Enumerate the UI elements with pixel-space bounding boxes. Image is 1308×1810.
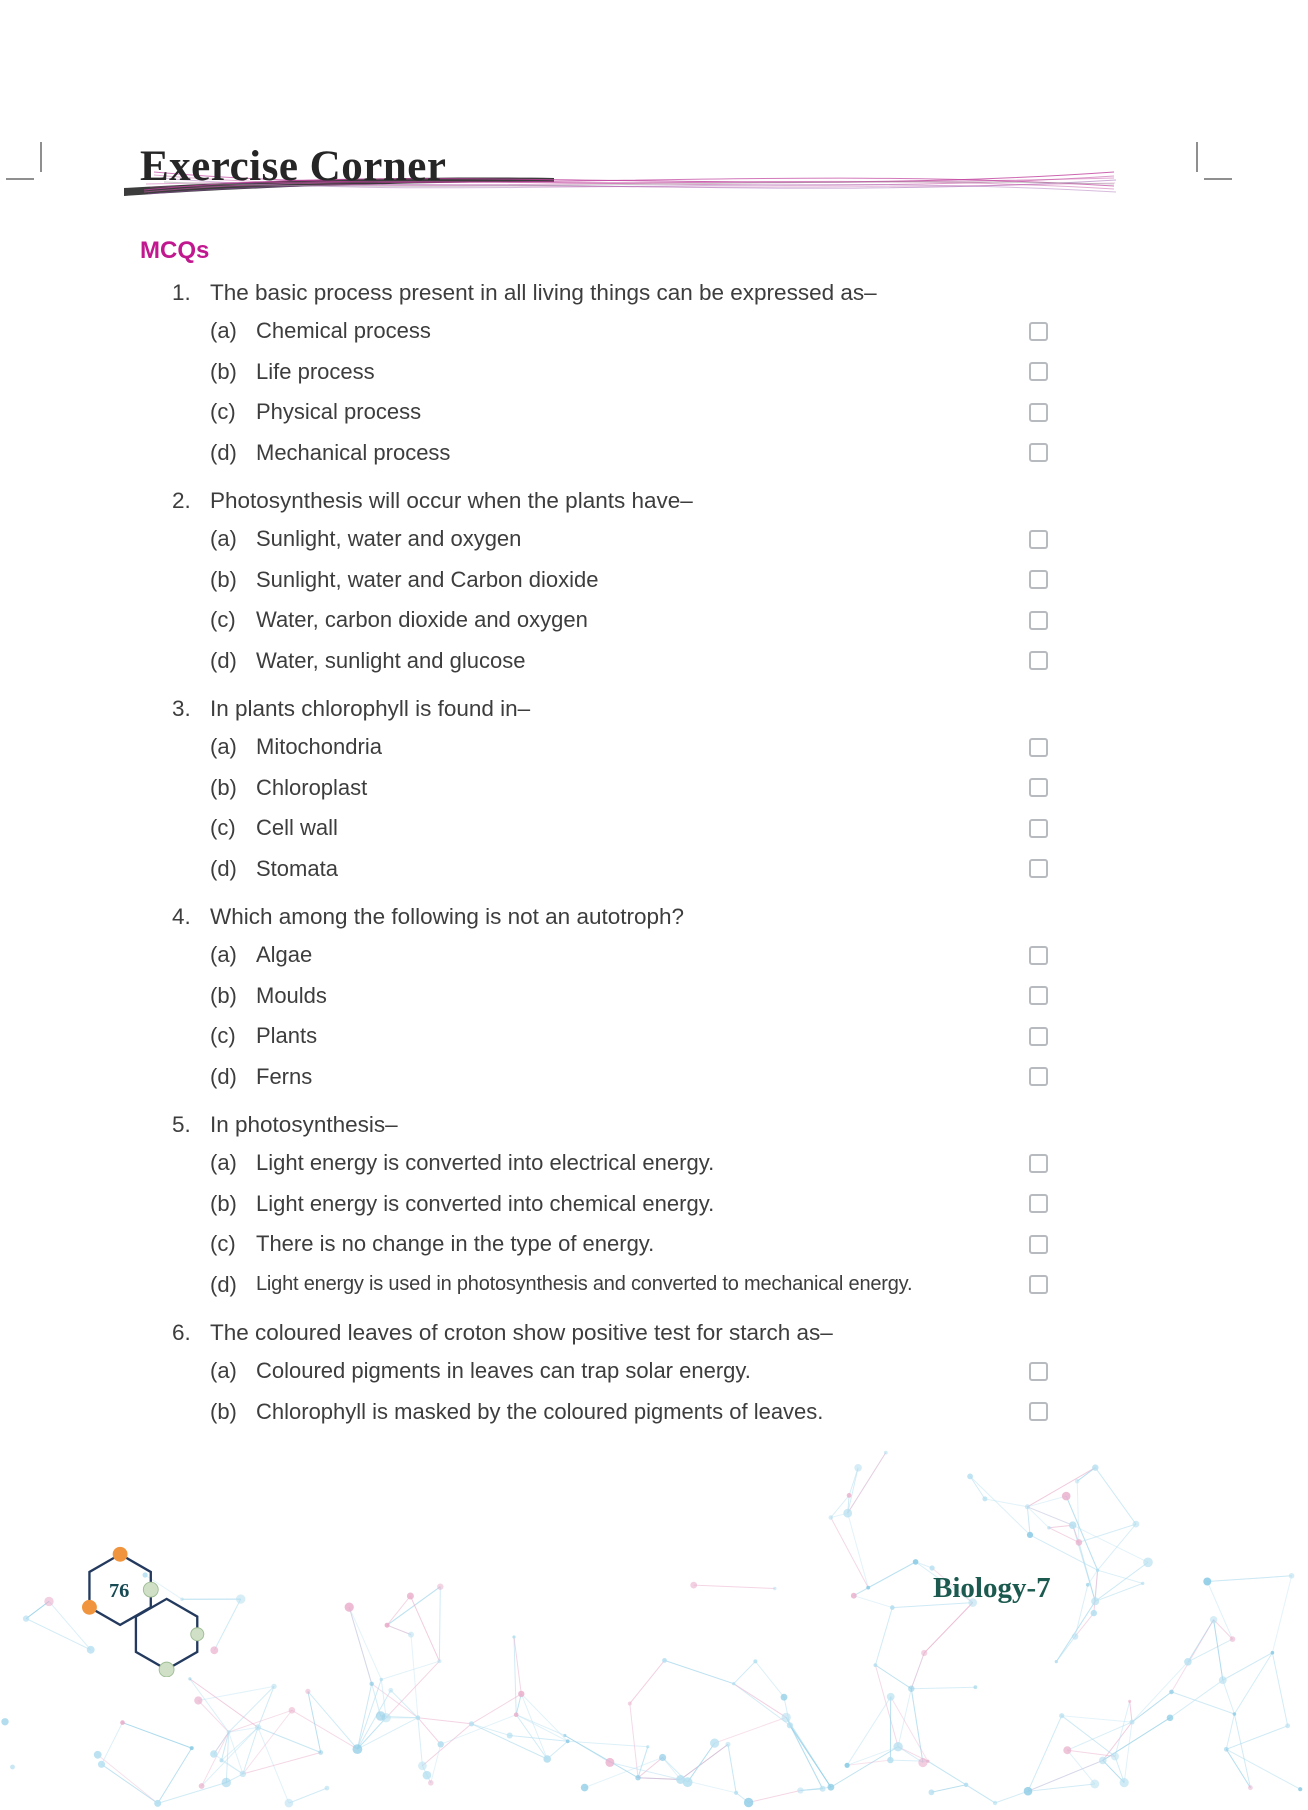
question	[140, 899, 1048, 1097]
answer-checkbox[interactable]	[1029, 611, 1048, 630]
option-text: Light energy is used in photosynthesis and converted to mechanical energy.	[256, 1273, 912, 1296]
option-row	[210, 1184, 1048, 1225]
option-row	[210, 1016, 1048, 1057]
option-row	[210, 560, 1048, 601]
option-label: (a)	[210, 1150, 256, 1176]
option-text: Water, sunlight and glucose	[256, 648, 525, 674]
option-row	[210, 808, 1048, 849]
question	[140, 275, 1048, 473]
option-text: Chloroplast	[256, 775, 367, 801]
molecule-node-orange	[82, 1600, 97, 1615]
answer-checkbox[interactable]	[1029, 530, 1048, 549]
answer-checkbox[interactable]	[1029, 778, 1048, 797]
answer-checkbox[interactable]	[1029, 1235, 1048, 1254]
answer-checkbox[interactable]	[1029, 1067, 1048, 1086]
page-header	[140, 142, 1308, 200]
option-label: (c)	[210, 815, 256, 841]
option-row	[210, 849, 1048, 890]
option-label: (a)	[210, 942, 256, 968]
molecule-node-green	[159, 1662, 174, 1677]
option-text: There is no change in the type of energy.	[256, 1231, 654, 1257]
option-row	[210, 727, 1048, 768]
option-row	[210, 1392, 1048, 1433]
answer-checkbox[interactable]	[1029, 946, 1048, 965]
option-label: (c)	[210, 1231, 256, 1257]
option-text: Chemical process	[256, 318, 431, 344]
crop-mark	[6, 178, 34, 180]
option-label: (b)	[210, 983, 256, 1009]
question	[140, 483, 1048, 681]
option-text: Coloured pigments in leaves can trap solar energy.	[256, 1358, 751, 1384]
answer-checkbox[interactable]	[1029, 1402, 1048, 1421]
option-text: Water, carbon dioxide and oxygen	[256, 607, 588, 633]
option-text: Cell wall	[256, 815, 338, 841]
question	[140, 1315, 1048, 1432]
option-label: (b)	[210, 359, 256, 385]
option-text: Ferns	[256, 1064, 312, 1090]
option-row	[210, 1351, 1048, 1392]
option-row	[210, 976, 1048, 1017]
option-text: Chlorophyll is masked by the coloured pigments of leaves.	[256, 1399, 823, 1425]
molecule-node-green	[143, 1582, 158, 1597]
options	[140, 727, 1048, 889]
option-label: (b)	[210, 567, 256, 593]
option-label: (c)	[210, 399, 256, 425]
question-number: 6.	[172, 1320, 210, 1346]
option-label: (a)	[210, 526, 256, 552]
book-label: Biology-7	[933, 1572, 1051, 1605]
option-label: (b)	[210, 775, 256, 801]
option-text: Physical process	[256, 399, 421, 425]
option-label: (a)	[210, 734, 256, 760]
option-row	[210, 1057, 1048, 1098]
question-number: 2.	[172, 488, 210, 514]
option-label: (b)	[210, 1399, 256, 1425]
answer-checkbox[interactable]	[1029, 1275, 1048, 1294]
options	[140, 1143, 1048, 1305]
answer-checkbox[interactable]	[1029, 651, 1048, 670]
option-label: (a)	[210, 318, 256, 344]
section-label: MCQs	[140, 237, 1308, 265]
question-text: Which among the following is not an autotroph?	[210, 904, 684, 930]
question	[140, 1107, 1048, 1305]
answer-checkbox[interactable]	[1029, 859, 1048, 878]
option-text: Mechanical process	[256, 440, 450, 466]
option-text: Mitochondria	[256, 734, 382, 760]
answer-checkbox[interactable]	[1029, 819, 1048, 838]
options	[140, 935, 1048, 1097]
option-text: Light energy is converted into chemical energy.	[256, 1191, 714, 1217]
option-text: Moulds	[256, 983, 327, 1009]
option-text: Plants	[256, 1023, 317, 1049]
answer-checkbox[interactable]	[1029, 570, 1048, 589]
molecule-node-green	[191, 1628, 204, 1641]
option-label: (d)	[210, 440, 256, 466]
question-number: 3.	[172, 696, 210, 722]
question-text: The basic process present in all living things can be expressed as–	[210, 280, 877, 306]
option-text: Sunlight, water and Carbon dioxide	[256, 567, 598, 593]
option-label: (b)	[210, 1191, 256, 1217]
molecule-node-orange	[113, 1547, 128, 1562]
question-number: 1.	[172, 280, 210, 306]
question-text: Photosynthesis will occur when the plants have–	[210, 488, 693, 514]
question	[140, 691, 1048, 889]
options	[140, 1351, 1048, 1432]
question-text: The coloured leaves of croton show positive test for starch as–	[210, 1320, 833, 1346]
option-row	[210, 311, 1048, 352]
question-number: 4.	[172, 904, 210, 930]
option-row	[210, 1143, 1048, 1184]
option-row	[210, 935, 1048, 976]
option-row	[210, 1265, 1048, 1306]
question-number: 5.	[172, 1112, 210, 1138]
answer-checkbox[interactable]	[1029, 1194, 1048, 1213]
option-text: Algae	[256, 942, 312, 968]
option-text: Life process	[256, 359, 375, 385]
answer-checkbox[interactable]	[1029, 322, 1048, 341]
question-text: In photosynthesis–	[210, 1112, 398, 1138]
answer-checkbox[interactable]	[1029, 738, 1048, 757]
option-label: (d)	[210, 856, 256, 882]
option-text: Sunlight, water and oxygen	[256, 526, 521, 552]
option-row	[210, 352, 1048, 393]
option-label: (a)	[210, 1358, 256, 1384]
option-row	[210, 433, 1048, 474]
option-row	[210, 600, 1048, 641]
answer-checkbox[interactable]	[1029, 1154, 1048, 1173]
options	[140, 519, 1048, 681]
option-text: Light energy is converted into electrical energy.	[256, 1150, 714, 1176]
question-text: In plants chlorophyll is found in–	[210, 696, 530, 722]
crop-mark	[40, 142, 42, 172]
option-text: Stomata	[256, 856, 338, 882]
option-row	[210, 768, 1048, 809]
answer-checkbox[interactable]	[1029, 443, 1048, 462]
page-title: Exercise Corner	[140, 142, 1308, 191]
option-row	[210, 392, 1048, 433]
molecule-logo	[78, 1545, 218, 1677]
options	[140, 311, 1048, 473]
answer-checkbox[interactable]	[1029, 403, 1048, 422]
answer-checkbox[interactable]	[1029, 1362, 1048, 1381]
page-number: 76	[109, 1580, 129, 1602]
option-row	[210, 519, 1048, 560]
answer-checkbox[interactable]	[1029, 986, 1048, 1005]
option-label: (d)	[210, 1272, 256, 1298]
option-row	[210, 641, 1048, 682]
option-label: (c)	[210, 1023, 256, 1049]
option-label: (d)	[210, 1064, 256, 1090]
answer-checkbox[interactable]	[1029, 1027, 1048, 1046]
answer-checkbox[interactable]	[1029, 362, 1048, 381]
question-list	[140, 275, 1048, 1432]
option-label: (d)	[210, 648, 256, 674]
option-label: (c)	[210, 607, 256, 633]
option-row	[210, 1224, 1048, 1265]
